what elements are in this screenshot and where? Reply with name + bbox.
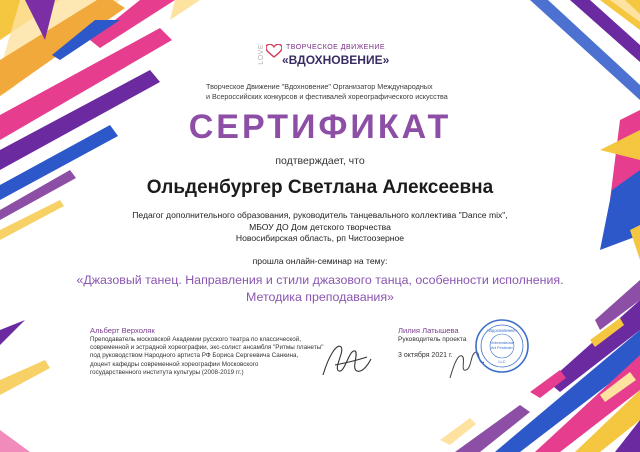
certificate-title: СЕРТИФИКАТ [188,108,452,146]
recipient-name: Ольденбургер Светлана Алексеевна [146,177,494,198]
seminar-topic [0,272,640,306]
passed-text: прошла онлайн-семинар на тему: [252,256,388,266]
topic-line-1: «Джазовый танец. Направления и стили джазового танца, особенности исполнения. [76,273,564,287]
stamp-text-top: «Вдохновение» [486,328,518,333]
signatory-1-name: Альберт Верхоляк [90,326,155,335]
signatory-2-role: Руководитель проекта [398,336,467,343]
organizer-text [206,82,506,102]
signatory-1-desc-line: современной и эстрадной хореографии, экс-солист ансамбля "Ритмы планеты" [90,344,324,352]
recipient-role [0,210,640,245]
logo-top-text: ТВОРЧЕСКОЕ ДВИЖЕНИЕ [286,44,386,51]
signatory-2-name: Лилия Латышева [398,326,459,335]
confirms-text: подтверждает, что [275,155,365,167]
role-line-2: МБОУ ДО Дом детского творчества [249,221,391,232]
topic-line-2: Методика преподавания» [246,290,394,304]
stamp-text-mid-2: Art Festival» [490,345,514,350]
logo-main-text: «ВДОХНОВЕНИЕ» [282,53,390,67]
signatory-1-description [90,336,352,377]
signatory-1-desc-line: государственного института культуры (2008-2019 гг.) [90,368,244,376]
stamp-text-mid-1: «International [489,340,515,345]
role-line-3: Новосибирская область, рп Чистоозерное [235,233,405,243]
logo [258,42,398,68]
signatory-1-desc-line: под руководством Народного артиста РФ Бориса Сергеевича Санкина, [90,352,299,360]
logo-side-text: LOVE [258,44,265,65]
bottom-left-ribbons [0,320,50,452]
stamp-text-bottom: LLC [498,359,506,364]
certificate-date: 3 октября 2021 г. [398,352,453,359]
signatory-1-desc-line: доцент кафедры современной хореографии Московского [90,360,259,368]
stamp-seal [474,318,530,374]
role-line-1: Педагог дополнительного образования, руководитель танцевального коллектива "Dance mix", [132,210,508,220]
organizer-line-2: и Всероссийских конкурсов и фестивалей хореографического искусства [206,92,448,101]
signature-1 [315,335,375,385]
signatory-1-desc-line: Преподаватель московской Академии русского театра по классической, [90,336,302,343]
organizer-line-1: Творческое Движение "Вдохновение" Организатор Международных [206,82,433,91]
heart-icon [266,44,282,58]
